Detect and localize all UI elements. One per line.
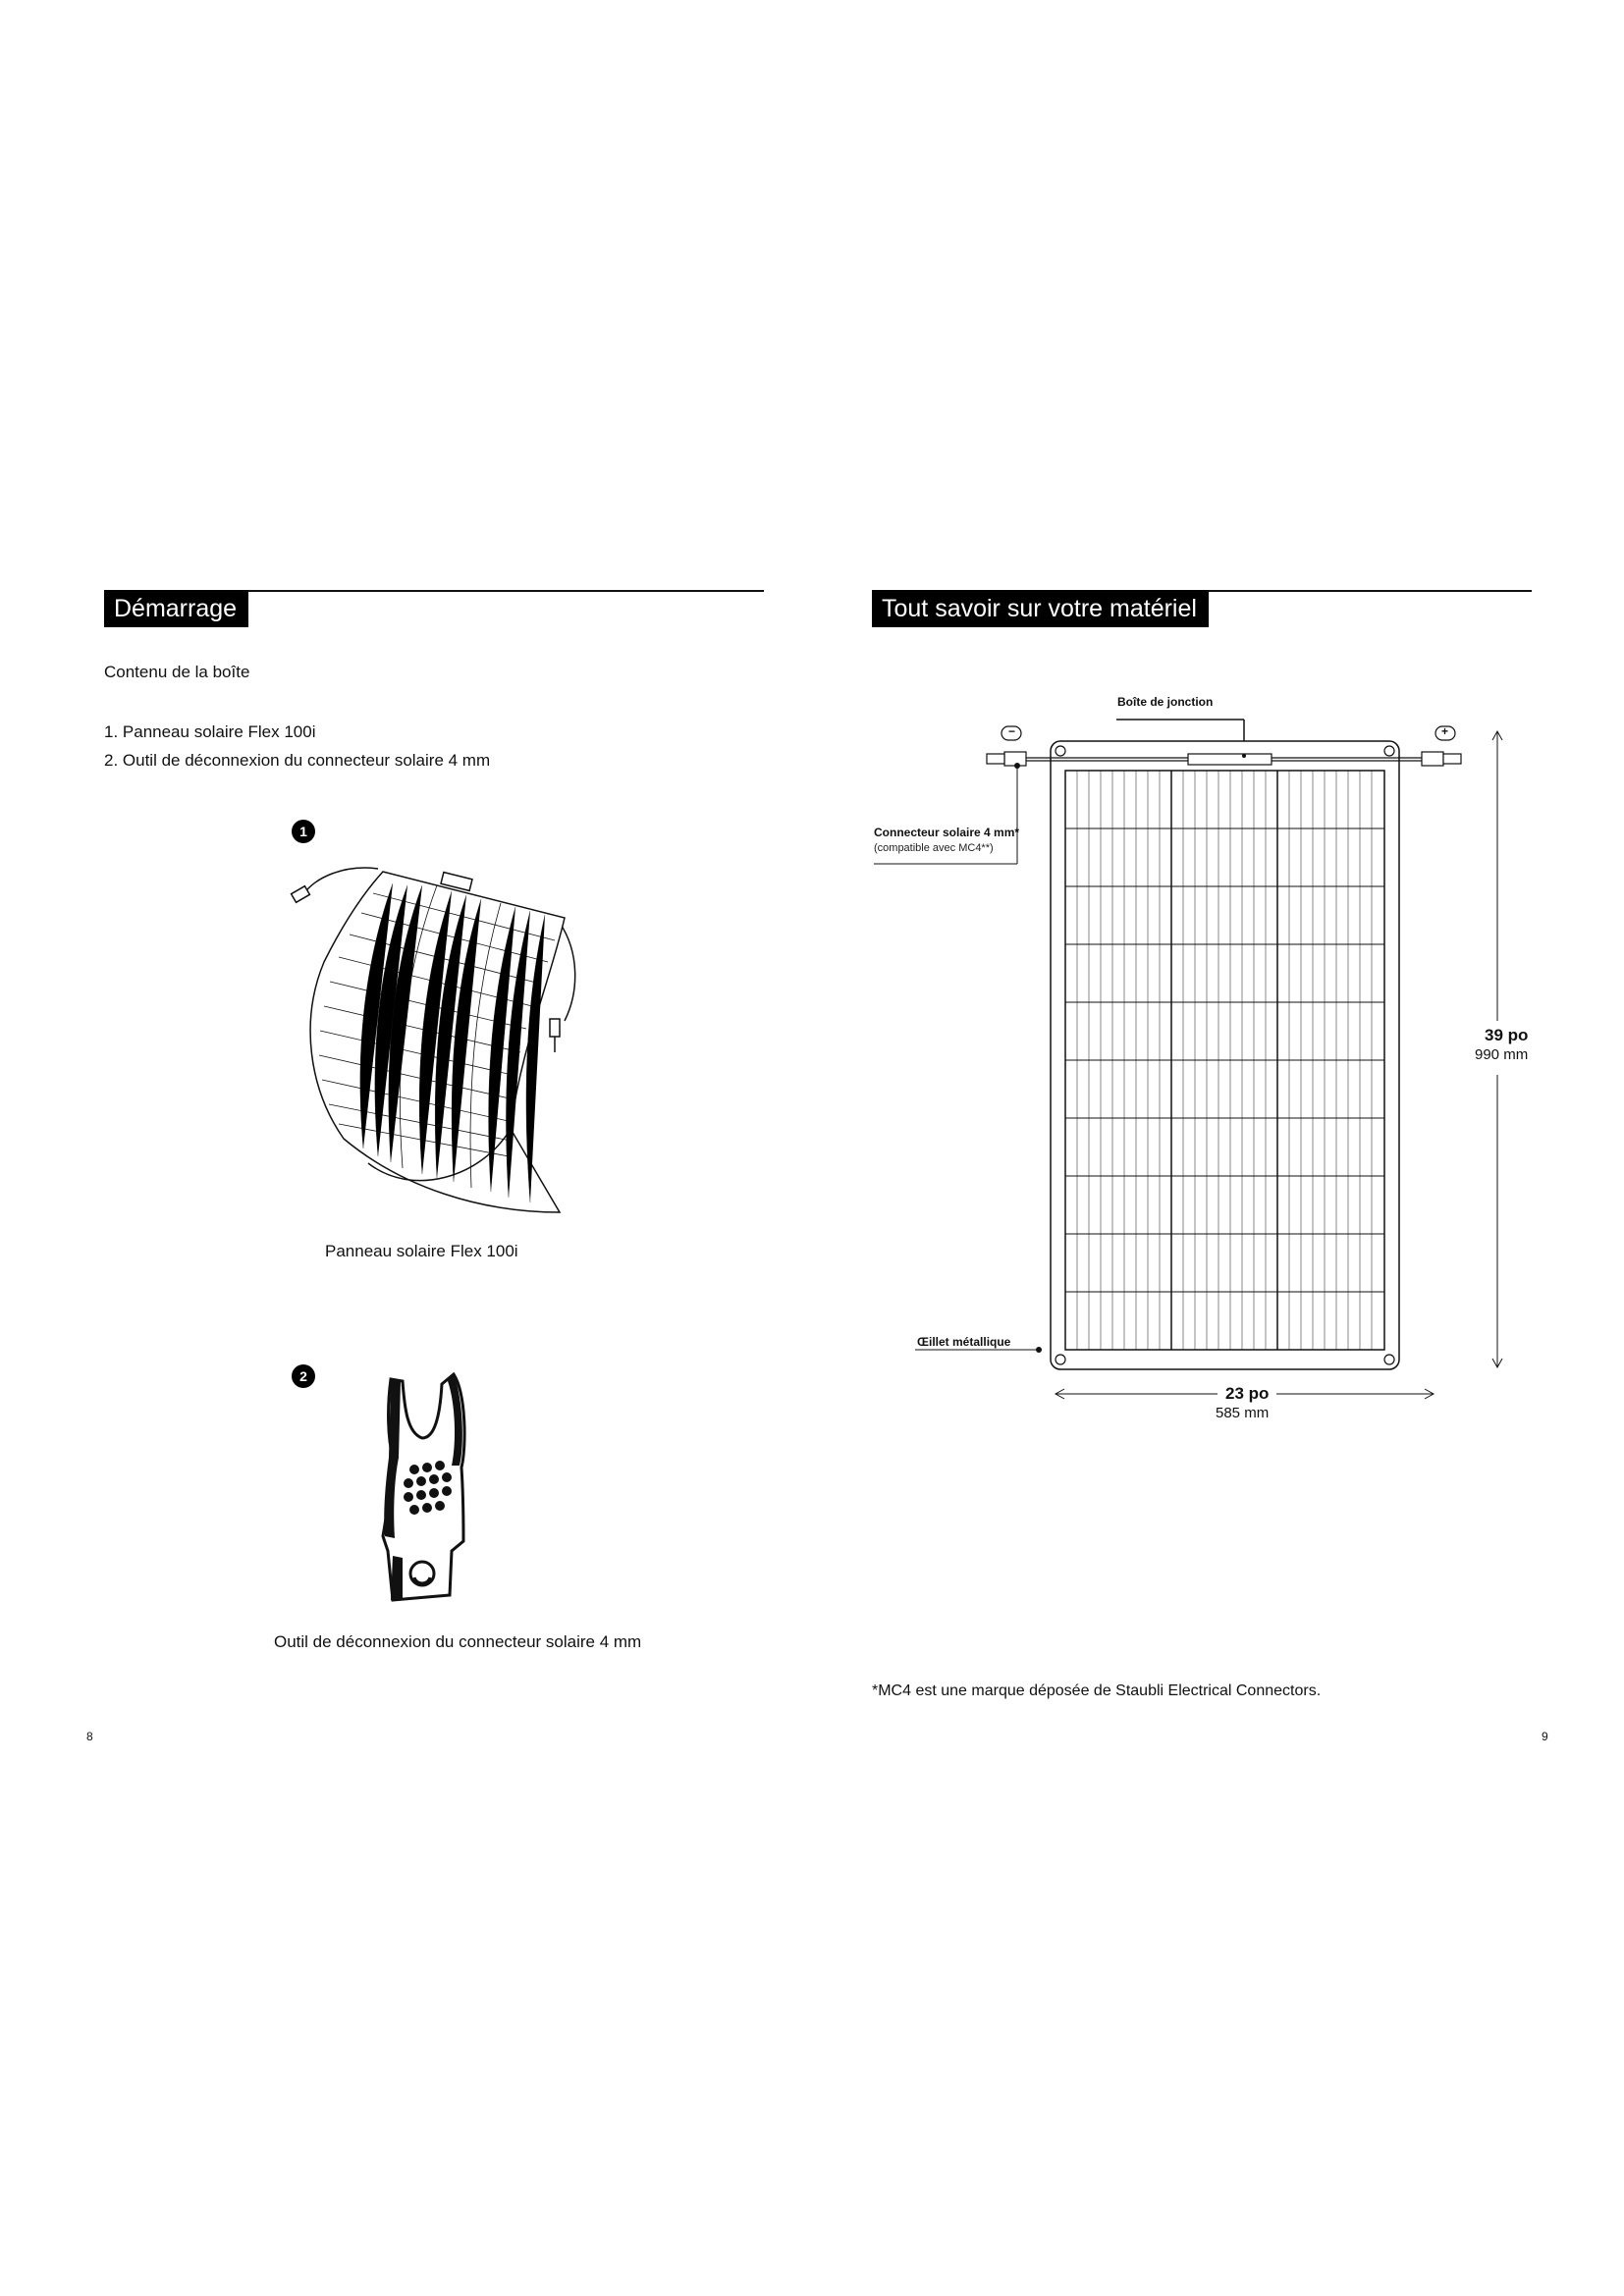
height-dimension-mm: 990 mm (1475, 1046, 1529, 1063)
figure1-badge: 1 (292, 820, 315, 843)
grommet-label: Œillet métallique (917, 1335, 1011, 1349)
disconnect-tool-illustration (373, 1360, 491, 1615)
page-number-left: 8 (86, 1730, 93, 1743)
connector-label: Connecteur solaire 4 mm* (874, 826, 1020, 839)
width-dimension: 23 po (1225, 1384, 1270, 1403)
connector-sublabel: (compatible avec MC4**) (874, 842, 994, 854)
right-section-title: Tout savoir sur votre matériel (872, 590, 1209, 627)
positive-terminal-label: + (1441, 724, 1449, 738)
box-contents-heading: Contenu de la boîte (104, 663, 250, 681)
negative-terminal-label: − (1008, 724, 1016, 738)
list-item: 1. Panneau solaire Flex 100i (104, 722, 316, 741)
list-item: 2. Outil de déconnexion du connecteur solaire 4 mm (104, 751, 491, 770)
panel-technical-drawing (864, 687, 1551, 1433)
figure1-caption: Panneau solaire Flex 100i (325, 1242, 518, 1260)
page-number-right: 9 (1542, 1730, 1548, 1743)
height-dimension: 39 po (1485, 1026, 1529, 1044)
figure2-caption: Outil de déconnexion du connecteur solaire 4 mm (274, 1632, 642, 1651)
left-section-title: Démarrage (104, 590, 248, 627)
footnote: *MC4 est une marque déposée de Staubli Electrical Connectors. (872, 1682, 1322, 1699)
flexible-panel-illustration (285, 825, 579, 1237)
width-dimension-mm: 585 mm (1216, 1405, 1270, 1421)
figure2-badge: 2 (292, 1364, 315, 1388)
junction-box-label: Boîte de jonction (1117, 695, 1214, 709)
